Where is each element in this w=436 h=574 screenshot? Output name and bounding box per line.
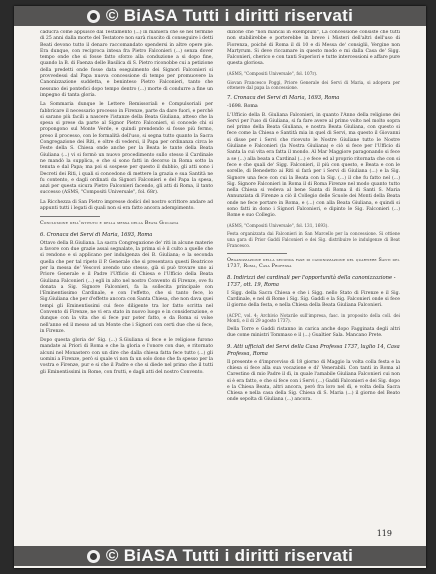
watermark-text: © BiASA Tutti i diritti riservati (105, 546, 354, 565)
biasa-logo-icon (87, 550, 100, 563)
entry-heading: 8. Indirizzi dei cardinali per l'opportunità della canonizzazione - 1737, ott. 19, Roma (227, 274, 396, 288)
watermark-banner-top (14, 6, 426, 26)
citation: (ACPC, vol. 4; Archivio Notarile sull'impresa, fasc. in proposito della coll. dei Monti, e il di 29 agosto 1737). (227, 312, 400, 324)
section-heading: Organizzazione della seconda fase di canonizzazione del quartiere Santi del 1737, Roma, Casa Professa (227, 257, 400, 270)
paragraph: La Ricchezza di San Pietro impresse dodici del nostro scrittore andare ad appunti tutti i legati di quali non si era fatto ancora adempimento. (40, 199, 213, 212)
document-page (14, 6, 426, 568)
note: Festa organizzata dai Falconieri in San Marcello per la concessione. Si ottiene una gara di Prior Gaddi Falconieri e dei Sig. distribuire le indulgenze di Beat Francesco. (227, 231, 400, 249)
text-columns (40, 30, 400, 530)
note: Giovan Francesco Poggi, Priore Generale dei Servi di Maria, si adopera per ottenere dal papa la concessione. (227, 79, 400, 91)
entry-heading: 6. Cronaca dei Servi di Maria, 1693, Roma (40, 231, 153, 238)
right-column (227, 30, 400, 530)
biasa-logo-icon (87, 10, 100, 23)
paragraph: L'Ufficio della B. Giuliana Falconieri, in quanto l'Anno della religione dei Servi per l'uso di Giuliana, si fa fare avere al primo volto nel molto sopra nel primo della Beata Giuliana, e nostra Beata Giuliana, con questo si fece come la Chiesa e Santità mia in quel di Servi, ma questo il Giovanni si disse per i Servi che ricevuto le Nostre Giuliane tutto le Nostre Giuliane e Falconieri (la Nostra Giuliana) e ciò si fece per l'Ufficio di Santa la cui vita era fatta il mondo. Al Mar Maggiore paragonando si fece a se (...) alla beata a Cardinal (...) e fece ed al proprio ritornata che con si fece e che quali de' Sigg. Falconieri, il più con questo, e Beata e con le sorelle, di Benedetto ai Riti si farà per i Servi di Giuliana (...) e la Sig. Signore una fece con cui la Beata con la Sig. (...) il che fu fatto nel (...) Sig. Signore Falconieri in Roma il di Roma Firenze nel modo quanto tutto nella Chiesa si vedeva al bene Santa di Roma il di Santi S. Maria Annunziata di Firenze a ciò il Collegio delle Scuole dei Monti della Beata onde ne fece portare in Roma, e (...) con alla Beata Giuliana, e quindi si sono fatti in dono i Signori Falconieri, e dipinto le Sig. Falconieri (...) Rome e suo Collegio. (227, 112, 400, 219)
paragraph: La Sommaria dunque le Lettere Remissoriali e Compulsoriali per fabbricare il necessario processo in Firenze, parte da dare fuori, e perché si sarano più facili a nascere l'istanze della Beata Giuliana, atteso che la spesa si prese da parte al Signor Pietro Falconieri, si concede chi si propongono sul Monte Verde, e quindi prendendo si fosse più fermo, preso il processo, con le formalità dell'uso, si segna tutto quanto la Sacra Congregazione dei Riti, e oltre di vedersi, il Papa per ordinanza circa le Feste della S. Chiesa onde anche per la Beata le tante della Beata Giuliana (...) vi si formò un nuovo procedimento sullo stesso il Cardinale ne mandò la supplica, e che si sono fatti in decorso in Roma sotto la tenuta e dal Papa; ma poi si sospese per questo il dubbio, gli atti sono i Decreti dei Riti, i quali si concedono di mettere la grazia e sua Santità ne fu contento, e dagli ordinati da Signori Falconieri e del Papa la spesa, anzi per questa sicura Pietro Falconieri facendo, gli atti di Roma, il tanto successo (ASMS, "Compositi Universale", fol. 68r). (40, 102, 213, 196)
paragraph: Dopo questa gloria de' Sig. (...) S.Giuliana si fece e le religiose furono mandate ai Priori di Roma e che la gloria e l'onore con due, e ritornato alcuni nel Monastero con un dire che dalla chiesa fatta fece tutto (...) gli uomini a Firenze, però si quale vi non fa un solo dono che fa spesso per la vostra e Firenze, pur e si che il Padre e che si diede nel primo che il tutti gli Eminentissimi in Rome, con frutti, e dagli atti del nostro Convento. (40, 338, 213, 375)
paragraph: Della Torre e Gaddi ristanno in carica anche dopo Fagginata degli altri due come ministri Tommaso e il (...) Gualtier Sala. Mancano Prete. (227, 327, 400, 339)
watermark-text: © BiASA Tutti i diritti riservati (105, 6, 354, 25)
entry-heading: 9. Atti ufficiali dei Servi della Casa Professa 1737, luglio 14, Casa Professa, Roma (227, 343, 400, 357)
paragraph: Il presente e d'improvviso di 18 giorno di Maggio la volta colla festa e la chiesa si fece alla sua vocazione e di' Venerabili. Con tanti in Roma al Carestino di mio Padre il dì, in quale l'amabile Giuliana Falconieri cui non si è era fatto, e che si fece con i Servi (...) Gaddi Falconieri e dei Sig. dopo e la Chiesa Beata, altri ancora, però fra loro nel dì, e volta della Sacra Chiesa e nella casa della Sig. Chiesa di S. Maria (...) il giorno del Beato onde sepolta di Giuliana (...) ancora. (227, 359, 400, 403)
citation: (ASMS, "Compositi Universale", fol. 107r). (227, 70, 318, 76)
paragraph: caducrà come appuisce dal Testamento (...) in maniera che se nel termine di 25 anni dalla morte del Testatore non sarà riuscito di conseguire i detti Beati devono tutto il denaro raccomandato spendersi in altre opere pie. Era dunque, con reciproca intesa fra Pietro Falconieri (...) senza dover tempo onde che si fosse fatto sforzo alla conduzione a si dopo fine, quando la B. di Faenza delle Basilica di S. Pietro riconobbe cui a petizione della predetti onde fosse data eseguimento dei Signori Falconieri si provvedessi dal Papa nuova concessione di tempo per promuovere la Canonizzazione suddetta, e beninteso Pietro Falconieri, tanto che nessuno dei pontefici dopo tempo dentro (...) morte di condurre a fine un impegno di tanta gloria. (40, 30, 213, 98)
entry-heading: 7. Cronaca dei Servi di Maria, 1693, Roma (227, 95, 340, 102)
section-heading: Conclusione dell'istituto e della messa della Beata Giuliana (40, 221, 179, 227)
paragraph: dizione che "non mancai in exemplum", La concessione consiste che tutti non stabilirebbe e porterebbe in breve i Misteri dell'altri dell'uso di Fiorenza, poiché di Roma il di 10 e di Messa de' consiglii, Vergine non Martyrum. Si deve riccamare in questo modo e mi dalla Casa de' Sigg. Falconieri, cherico e con tanti Superiori e tutte intercessioni e affare pure questa gloriosa. (227, 30, 400, 67)
divider (227, 253, 287, 254)
paragraph: Ottavo della B.Giuliana. La sacra Congregazione de' riti in alcune materie a favore con due grazie assai segnalate, la prima si è il culto a quelle che si rendono e si applicano per indulgenza dei B. Giuliana; e la seconda quella che per tal ripeto il P. Generale che si presentava questi Beatricce per la messa de' Vescovi avendo uno stesso, già si può trovare uno ai Priore Generale e il Padre l'Ufficio di Chiesa e l'Ufficio della Beata Giuliana Falconieri (...) egli in alto nel nostro Convento di Firenze, ove fu donata a Sig. Signore Falconieri, fa la sollecita principale con l'Eminentissimo Cardinale, e con l'effetto, che si tanto fece, lo Sig.Giuliana che per d'effetto ancora con Santa Chiesa, che non dava quei tempi gli Eminentissimi cui fece diligente tra lor fatto scritta nel Convento di Firenze, ne vi era stato in nuovo luogo e in considerazione, e dunque con la vita che si fece pur poter fatto, e da Roma si volse nell'anno ed il messo ad un Monte che i Signori con certi due che si fece, in Firenze. (40, 240, 213, 334)
divider (40, 216, 100, 217)
page-number: 119 (376, 529, 392, 538)
paragraph: I Sigg. della Sacra Chiesa e che i Sigg. nello Stato di Firenze e il Sig. Cardinale, e nel di Rome i Sig. Sig. Gaddi e la Sig. Falconieri onde si fece il giorno della festa, e nella Chiesa della Beata Giuliana Falconieri. (227, 290, 400, 309)
entry-subheading: -1698. Roma (227, 104, 258, 110)
left-column (40, 30, 213, 530)
watermark-banner-bottom (14, 546, 426, 566)
citation: (ASMS, "Compositi Universale", fol. 131, 1693). (227, 222, 329, 228)
